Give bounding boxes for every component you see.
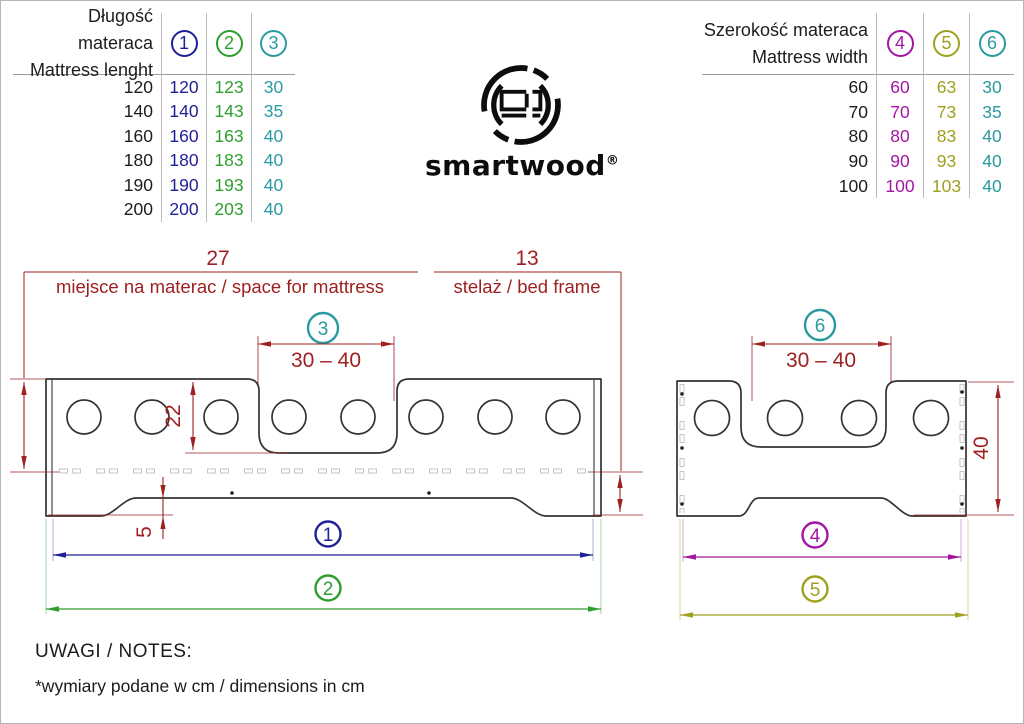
right-panel-outline xyxy=(677,381,966,516)
length-cell: 203 xyxy=(206,198,251,223)
mounting-hole xyxy=(768,401,803,436)
depth-dim-value: 22 xyxy=(162,404,185,428)
width-row-label: 100 xyxy=(838,175,868,196)
length-table-title-en: Mattress lenght xyxy=(29,60,153,80)
length-row-label: 160 xyxy=(123,125,153,146)
length-cell: 183 xyxy=(206,149,251,174)
badge-4-number: 4 xyxy=(809,526,821,547)
width-cell: 83 xyxy=(923,124,969,149)
pilot-dot xyxy=(960,502,964,506)
badge-2-icon: 2 xyxy=(216,30,243,57)
range-dim-value-right: 30 – 40 xyxy=(785,349,857,372)
width-cell: 40 xyxy=(969,124,1014,149)
technical-drawing xyxy=(1,1,1024,724)
width-table-title-en: Mattress width xyxy=(751,46,868,67)
badge-6-icon: 6 xyxy=(979,30,1006,57)
pilot-dot xyxy=(960,390,964,394)
pilot-dot xyxy=(680,502,684,506)
notes-body: *wymiary podane w cm / dimensions in cm xyxy=(35,676,365,696)
length-cell: 30 xyxy=(251,75,295,100)
length-cell: 140 xyxy=(161,100,206,125)
mounting-hole xyxy=(341,400,375,434)
badge-3-number: 3 xyxy=(317,319,329,340)
width-cell: 100 xyxy=(876,174,923,199)
notes-section xyxy=(35,641,365,697)
width-cell: 93 xyxy=(923,149,969,174)
badge-6-number: 6 xyxy=(814,316,826,337)
length-cell: 35 xyxy=(251,100,295,125)
length-cell: 40 xyxy=(251,198,295,223)
pilot-dot xyxy=(230,491,234,495)
length-cell: 193 xyxy=(206,173,251,198)
length-row-label: 190 xyxy=(123,174,153,195)
logo-wordmark: smartwood® xyxy=(425,149,620,182)
badge-5-icon: 5 xyxy=(933,30,960,57)
width-cell: 40 xyxy=(969,174,1014,199)
width-cell: 30 xyxy=(969,75,1014,100)
width-cell: 70 xyxy=(876,100,923,125)
length-row-label: 180 xyxy=(123,150,153,171)
notes-title: UWAGI / NOTES: xyxy=(35,641,193,662)
length-cell: 120 xyxy=(161,75,206,100)
left-panel-outline xyxy=(46,379,601,516)
mounting-hole xyxy=(842,401,877,436)
width-cell: 90 xyxy=(876,149,923,174)
badge-1-icon: 1 xyxy=(171,30,198,57)
length-cell: 200 xyxy=(161,198,206,223)
pilot-dot xyxy=(427,491,431,495)
pilot-dot xyxy=(960,446,964,450)
width-row-label: 70 xyxy=(848,101,868,122)
mounting-hole xyxy=(272,400,306,434)
range-dim-value-left: 30 – 40 xyxy=(290,349,362,372)
width-cell: 80 xyxy=(876,124,923,149)
badge-2-number: 2 xyxy=(322,579,334,600)
badge-3-icon: 3 xyxy=(260,30,287,57)
height-dim-value: 40 xyxy=(970,436,993,460)
frame-dim-label: stelaż / bed frame xyxy=(453,276,601,297)
width-cell: 73 xyxy=(923,100,969,125)
length-cell: 40 xyxy=(251,124,295,149)
length-table-title-pl: Długość materaca xyxy=(77,6,153,53)
pilot-dot xyxy=(680,392,684,396)
width-cell: 40 xyxy=(969,149,1014,174)
width-row-label: 60 xyxy=(848,76,868,97)
length-cell: 40 xyxy=(251,173,295,198)
width-cell: 63 xyxy=(923,75,969,100)
width-cell: 35 xyxy=(969,100,1014,125)
length-cell: 143 xyxy=(206,100,251,125)
badge-4-icon: 4 xyxy=(887,30,914,57)
width-row-label: 90 xyxy=(848,150,868,171)
width-cell: 60 xyxy=(876,75,923,100)
length-cell: 40 xyxy=(251,149,295,174)
space-dim-value: 27 xyxy=(206,247,230,270)
arrow-up-icon xyxy=(160,516,165,529)
registered-mark: ® xyxy=(605,153,620,169)
length-cell: 123 xyxy=(206,75,251,100)
foot-dim-value: 5 xyxy=(133,526,156,538)
badge-5-number: 5 xyxy=(809,580,821,601)
width-cell: 103 xyxy=(923,174,969,199)
length-cell: 163 xyxy=(206,124,251,149)
badge-1-number: 1 xyxy=(322,525,334,546)
length-cell: 190 xyxy=(161,173,206,198)
length-row-label: 200 xyxy=(123,199,153,220)
length-cell: 160 xyxy=(161,124,206,149)
width-row-label: 80 xyxy=(848,126,868,147)
length-row-label: 140 xyxy=(123,101,153,122)
length-cell: 180 xyxy=(161,149,206,174)
length-row-label: 120 xyxy=(123,76,153,97)
width-table-title-pl: Szerokość materaca xyxy=(703,19,868,40)
space-dim-label: miejsce na materac / space for mattress xyxy=(56,276,384,297)
frame-dim-value: 13 xyxy=(515,247,539,270)
pilot-dot xyxy=(680,446,684,450)
